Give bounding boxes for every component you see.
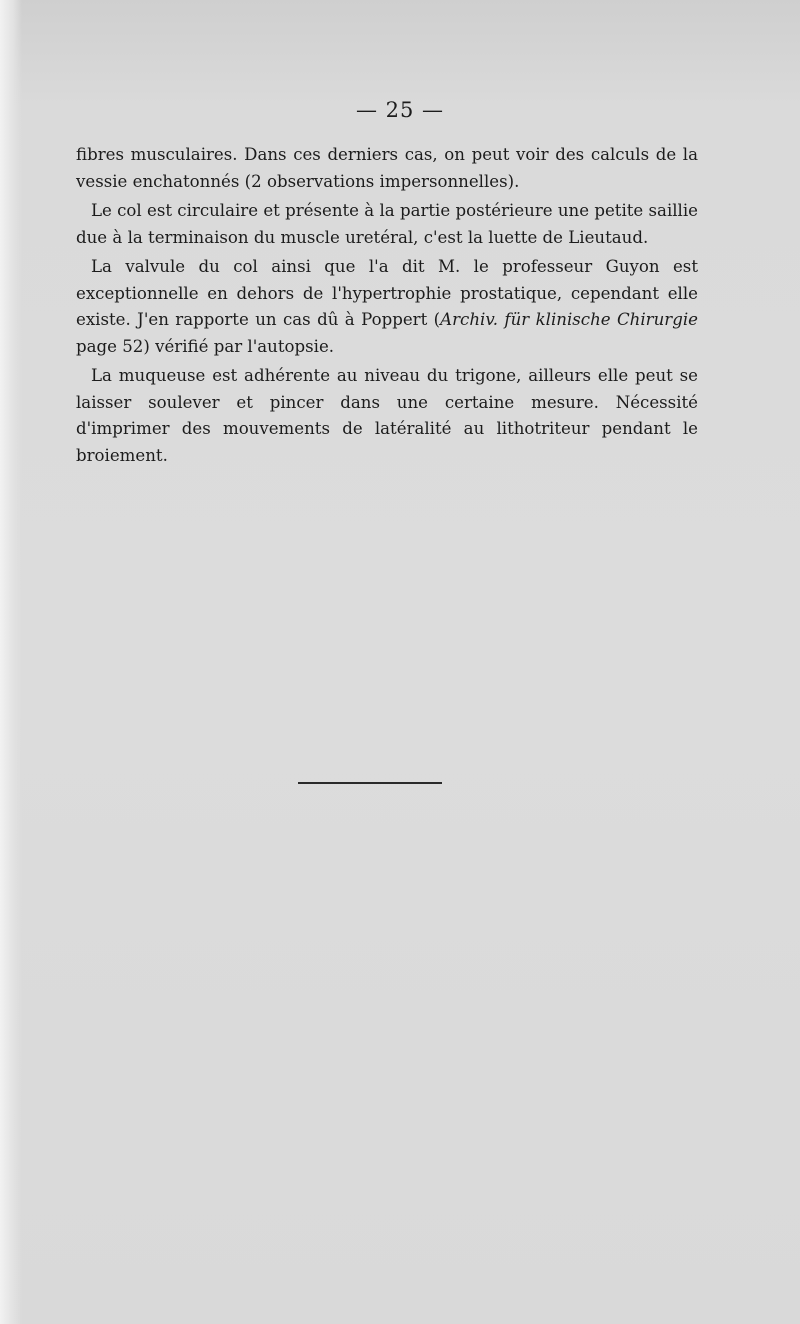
section-end-rule bbox=[298, 782, 442, 784]
page-edge-shadow bbox=[0, 0, 22, 1324]
paragraph-2: Le col est circulaire et présente à la partie postérieure une petite saillie due à la terminaison du muscle uretéral, c'est la luette de Lieutaud. bbox=[76, 201, 698, 247]
journal-title: Archiv. für klinische Chirurgie bbox=[440, 310, 698, 329]
paragraph-1: fibres musculaires. Dans ces derniers cas, on peut voir des calculs de la vessie enchatonnés (2 observations impersonnelles). bbox=[76, 145, 698, 191]
body-text bbox=[76, 142, 698, 472]
paragraph-3-text-start: La valvule du col ainsi que l'a dit M. le professeur Guyon est exceptionnelle en dehors de l'hypertrophie prostatique, cependant elle existe. J'en rapporte un cas dû à Poppert ( bbox=[76, 257, 698, 329]
paragraph-4: La muqueuse est adhérente au niveau du trigone, ailleurs elle peut se laisser soulever et pincer dans une certaine mesure. Nécessité d'imprimer des mouvements de latéralité au lithotriteur pendant le broiement. bbox=[76, 366, 698, 465]
paragraph-3-text-end: page 52) vérifié par l'autopsie. bbox=[76, 336, 335, 356]
page-number: — 25 — bbox=[355, 98, 445, 122]
paragraph-3 bbox=[76, 254, 698, 360]
